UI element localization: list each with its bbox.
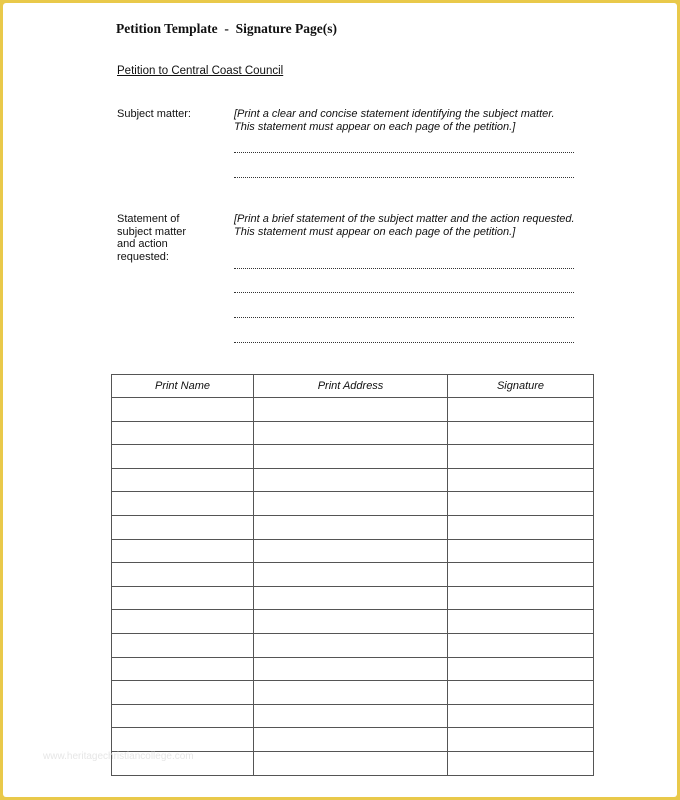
table-row [112, 657, 594, 681]
signature-cell[interactable] [448, 563, 594, 587]
statement-label-line: requested: [117, 250, 169, 263]
name-cell[interactable] [112, 445, 254, 469]
instruction-line: This statement must appear on each page of the petition.] [234, 120, 516, 133]
signature-cell[interactable] [448, 610, 594, 634]
address-cell[interactable] [254, 704, 448, 728]
address-cell[interactable] [254, 728, 448, 752]
name-cell[interactable] [112, 681, 254, 705]
name-cell[interactable] [112, 586, 254, 610]
name-cell[interactable] [112, 657, 254, 681]
name-cell[interactable] [112, 515, 254, 539]
instruction-line: [Print a brief statement of the subject matter and the action requested. [234, 213, 575, 225]
table-row [112, 398, 594, 422]
address-cell[interactable] [254, 633, 448, 657]
statement-entry-line[interactable] [234, 292, 574, 293]
signature-cell[interactable] [448, 728, 594, 752]
column-header-signature: Signature [448, 375, 594, 398]
subject-entry-line[interactable] [234, 177, 574, 178]
signature-cell[interactable] [448, 421, 594, 445]
signature-rows [112, 398, 594, 776]
address-cell[interactable] [254, 398, 448, 422]
table-row [112, 468, 594, 492]
signature-cell[interactable] [448, 398, 594, 422]
signature-cell[interactable] [448, 445, 594, 469]
signature-cell[interactable] [448, 515, 594, 539]
statement-entry-line[interactable] [234, 268, 574, 269]
table-row [112, 681, 594, 705]
address-cell[interactable] [254, 492, 448, 516]
statement-instruction [234, 213, 575, 238]
address-cell[interactable] [254, 657, 448, 681]
statement-label-line: subject matter [117, 225, 187, 238]
statement-label [117, 213, 186, 263]
signature-cell[interactable] [448, 539, 594, 563]
address-cell[interactable] [254, 751, 448, 775]
address-cell[interactable] [254, 421, 448, 445]
address-cell[interactable] [254, 515, 448, 539]
petition-addressee: Petition to Central Coast Council [117, 65, 284, 77]
table-row [112, 610, 594, 634]
signature-table [111, 374, 594, 776]
table-header-row [112, 375, 594, 398]
address-cell[interactable] [254, 445, 448, 469]
address-cell[interactable] [254, 563, 448, 587]
name-cell[interactable] [112, 704, 254, 728]
signature-cell[interactable] [448, 492, 594, 516]
column-header-print-name: Print Name [112, 375, 254, 398]
page-title: Petition Template - Signature Page(s) [116, 21, 337, 36]
table-row [112, 539, 594, 563]
table-row [112, 704, 594, 728]
subject-entry-line[interactable] [234, 152, 574, 153]
watermark: www.heritagechristiancollege.com [43, 751, 194, 762]
signature-cell[interactable] [448, 468, 594, 492]
address-cell[interactable] [254, 468, 448, 492]
table-row [112, 633, 594, 657]
statement-label-line: Statement of [117, 213, 180, 225]
name-cell[interactable] [112, 728, 254, 752]
address-cell[interactable] [254, 681, 448, 705]
name-cell[interactable] [112, 610, 254, 634]
address-cell[interactable] [254, 539, 448, 563]
table-row [112, 421, 594, 445]
name-cell[interactable] [112, 539, 254, 563]
signature-cell[interactable] [448, 681, 594, 705]
signature-cell[interactable] [448, 657, 594, 681]
signature-cell[interactable] [448, 633, 594, 657]
signature-cell[interactable] [448, 751, 594, 775]
instruction-line: [Print a clear and concise statement identifying the subject matter. [234, 108, 555, 120]
name-cell[interactable] [112, 421, 254, 445]
subject-matter-label: Subject matter: [117, 108, 191, 120]
name-cell[interactable] [112, 468, 254, 492]
address-cell[interactable] [254, 610, 448, 634]
table-row [112, 563, 594, 587]
table-row [112, 728, 594, 752]
name-cell[interactable] [112, 633, 254, 657]
table-row [112, 515, 594, 539]
document-page [3, 3, 677, 797]
name-cell[interactable] [112, 492, 254, 516]
statement-label-line: and action [117, 238, 168, 250]
subject-matter-instruction [234, 108, 555, 133]
instruction-line: This statement must appear on each page of the petition.] [234, 225, 516, 238]
table-row [112, 445, 594, 469]
table-row [112, 492, 594, 516]
signature-cell[interactable] [448, 704, 594, 728]
statement-entry-line[interactable] [234, 317, 574, 318]
signature-cell[interactable] [448, 586, 594, 610]
name-cell[interactable] [112, 563, 254, 587]
statement-entry-line[interactable] [234, 342, 574, 343]
name-cell[interactable] [112, 398, 254, 422]
table-row [112, 586, 594, 610]
address-cell[interactable] [254, 586, 448, 610]
column-header-print-address: Print Address [254, 375, 448, 398]
